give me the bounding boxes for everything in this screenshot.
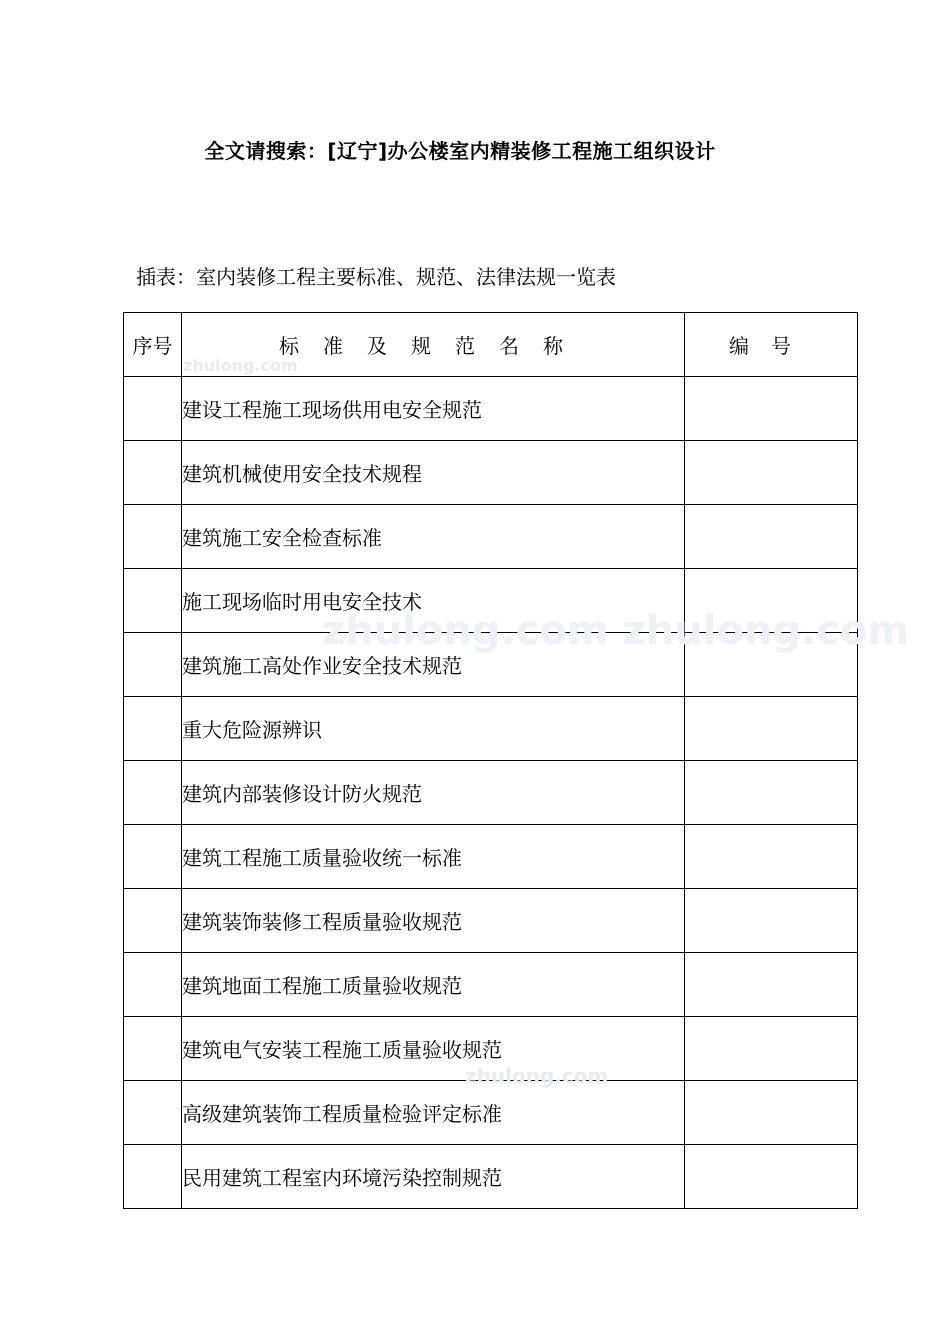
watermark: zhulong.com	[183, 356, 298, 375]
row-code	[685, 1145, 858, 1209]
row-index	[124, 889, 182, 953]
row-index	[124, 1145, 182, 1209]
row-code	[685, 761, 858, 825]
row-name: 高级建筑装饰工程质量检验评定标准	[182, 1081, 685, 1145]
row-name: 建筑施工安全检查标准	[182, 505, 685, 569]
row-name: 民用建筑工程室内环境污染控制规范	[182, 1145, 685, 1209]
row-code	[685, 633, 858, 697]
header-code: 编号	[685, 313, 858, 377]
row-name: 重大危险源辨识	[182, 697, 685, 761]
row-code	[685, 569, 858, 633]
row-index	[124, 825, 182, 889]
row-index	[124, 761, 182, 825]
row-code	[685, 505, 858, 569]
table-caption: 插表：室内装修工程主要标准、规范、法律法规一览表	[136, 265, 616, 289]
row-name: 建筑地面工程施工质量验收规范	[182, 953, 685, 1017]
row-index	[124, 633, 182, 697]
row-index	[124, 505, 182, 569]
table-row	[124, 825, 858, 889]
table-row	[124, 569, 858, 633]
row-index	[124, 377, 182, 441]
row-name: 建筑电气安装工程施工质量验收规范	[182, 1017, 685, 1081]
row-code	[685, 377, 858, 441]
table-row	[124, 505, 858, 569]
standards-table	[123, 312, 858, 1209]
header-index: 序号	[124, 313, 182, 377]
table-row	[124, 1081, 858, 1145]
row-code	[685, 1081, 858, 1145]
row-index	[124, 697, 182, 761]
row-name: 建筑工程施工质量验收统一标准	[182, 825, 685, 889]
table-header-row	[124, 313, 858, 377]
row-code	[685, 953, 858, 1017]
page-title: 全文请搜索：[辽宁]办公楼室内精装修工程施工组织设计	[204, 139, 716, 163]
table-row	[124, 697, 858, 761]
row-code	[685, 441, 858, 505]
row-code	[685, 889, 858, 953]
row-name: 施工现场临时用电安全技术	[182, 569, 685, 633]
row-code	[685, 697, 858, 761]
header-name: 标准及规范名称	[182, 313, 685, 377]
table-row	[124, 889, 858, 953]
row-name: 建设工程施工现场供用电安全规范	[182, 377, 685, 441]
row-index	[124, 1081, 182, 1145]
row-name: 建筑施工高处作业安全技术规范	[182, 633, 685, 697]
table-row	[124, 633, 858, 697]
row-index	[124, 1017, 182, 1081]
row-index	[124, 569, 182, 633]
watermark: zhulong.com	[465, 1064, 609, 1088]
row-index	[124, 441, 182, 505]
row-index	[124, 953, 182, 1017]
table-row	[124, 761, 858, 825]
table-row	[124, 1145, 858, 1209]
watermark: zhulong.com zhulong.com	[322, 608, 910, 654]
table-row	[124, 377, 858, 441]
table-row	[124, 441, 858, 505]
table-row	[124, 1017, 858, 1081]
table-row	[124, 953, 858, 1017]
row-code	[685, 825, 858, 889]
row-name: 建筑装饰装修工程质量验收规范	[182, 889, 685, 953]
row-name: 建筑机械使用安全技术规程	[182, 441, 685, 505]
row-code	[685, 1017, 858, 1081]
row-name: 建筑内部装修设计防火规范	[182, 761, 685, 825]
